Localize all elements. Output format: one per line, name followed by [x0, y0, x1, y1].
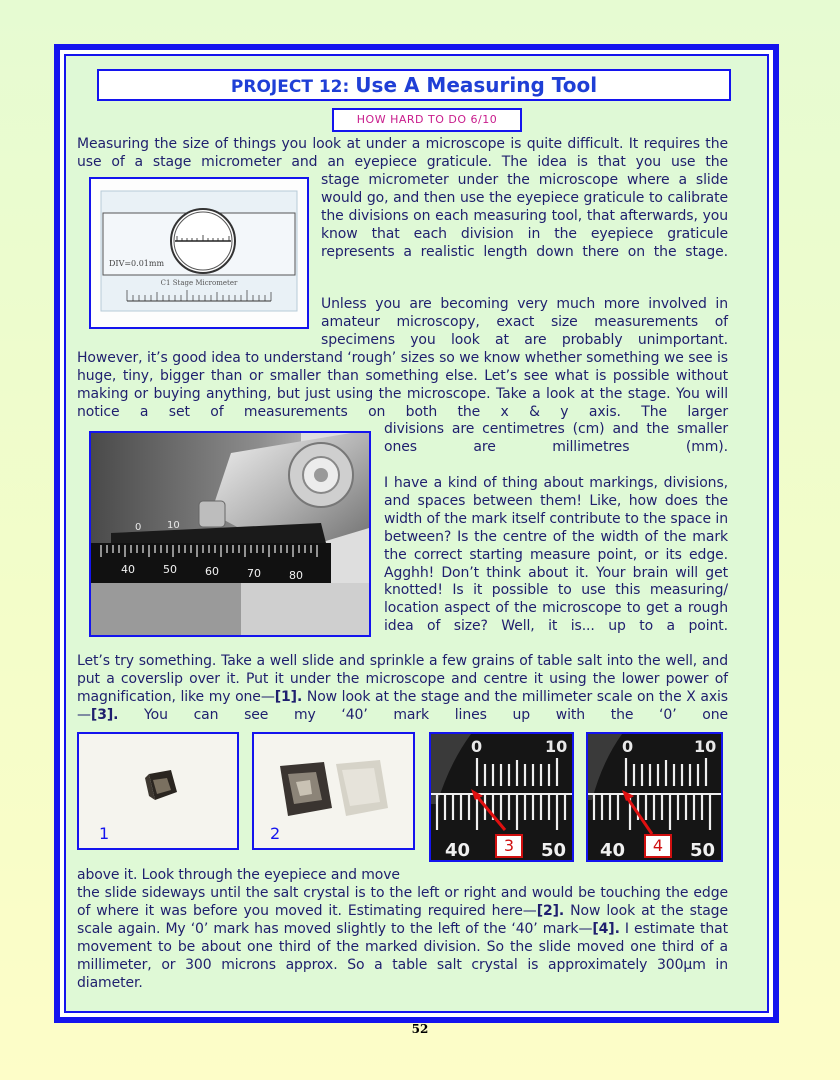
stage-upper-10: 10 [167, 520, 180, 531]
paragraph-rough-sizes: However, it’s good idea to understand ‘rough’ sizes so we know whether something we see is huge, tiny, bigger than or smaller than something else. Let’s see what is possible without making or buying anything, but just using the microscope. Take a look at the stage. You will notice a set of measurements on both the x & y axis. The larger [77, 350, 728, 420]
fig4-bottom-40: 40 [600, 840, 626, 860]
ref-figure-3: [3]. [90, 706, 119, 723]
stage-lower-80: 80 [289, 569, 303, 582]
stage-upper-0: 0 [135, 522, 142, 533]
figure-2-label: 2 [270, 824, 281, 843]
stage-lower-50: 50 [163, 563, 177, 576]
fig3-bottom-40: 40 [445, 840, 471, 860]
project-name: Use A Measuring Tool [355, 73, 598, 97]
stage-lower-40: 40 [121, 563, 135, 576]
page-number: 52 [411, 1022, 429, 1036]
stage-lower-60: 60 [205, 565, 219, 578]
figure-1-label: 1 [99, 824, 110, 843]
paragraph-markings: I have a kind of thing about markings, divisions, and spaces between them! Like, how does the width of the mark itself contribute to the space in between? Is the centre of the width of the mark the correct starting measure point, or its edge. Agghh! Don’t think about it. Your brain will get knotted! Is it possible to use this measuring/ location aspect of the microscope to get a rough idea of size? Well, it is... up to a point. [384, 475, 728, 635]
paragraph-look-through: above it. Look through the eyepiece and move [77, 867, 400, 883]
figure-3-label: 3 [495, 834, 523, 858]
figure-4-scale-closeup [586, 732, 723, 862]
paragraph-divisions: divisions are centimetres (cm) and the smaller ones are millimetres (mm). [384, 421, 728, 455]
micrometer-div-label: DIV=0.01mm [109, 259, 165, 268]
stage-scale-illustration [91, 433, 369, 635]
paragraph-try-something: Let’s try something. Take a well slide and sprinkle a few grains of table salt into the well, and put a coverslip over it. Put it under the microscope and centre it using the lower power of magnification, like my one—[1]. Now look at the stage and the millimeter scale on the X axis—[3]. You can see my ‘40’ mark lines up with the ‘0’ one [77, 653, 728, 723]
paragraph-conclusion: the slide sideways until the salt crystal is to the left or right and would be touching the edge of where it was before you moved it. Estimating required here—[2]. Now look at the stage scale again. My ‘0’ mark has moved slightly to the left of the ‘40’ mark—[4]. I estimate that movement to be about one third of the marked division. So the slide moved one third of a millimeter, or 300 microns approx. So a table salt crystal is approximately 300µm in diameter. [77, 885, 728, 991]
fig3-bottom-50: 50 [541, 840, 567, 860]
stage-scale-image [89, 431, 371, 637]
fig4-top-0: 0 [622, 737, 634, 756]
fig3-top-0: 0 [471, 737, 483, 756]
paragraph-intro: Measuring the size of things you look at under a microscope is quite difficult. It requires the use of a stage micrometer and an eyepiece graticule. The idea is that you use the [77, 136, 728, 170]
micrometer-caption: C1 Stage Micrometer [160, 279, 238, 287]
stage-micrometer-illustration [91, 179, 307, 327]
figure-1-salt-crystal [77, 732, 239, 850]
project-number: PROJECT 12: [230, 77, 350, 97]
fig4-bottom-50: 50 [690, 840, 716, 860]
paragraph-measurements: Unless you are becoming very much more involved in amateur microscopy, exact size measurements of specimens you look at are probably unimportant. [321, 296, 728, 348]
paragraph-calibrate: stage micrometer under the microscope where a slide would go, and then use the eyepiece graticule to calibrate the divisions on each measuring tool, that afterwards, you know that each division in the eyepiece graticule represents a realistic length down there on the stage. [321, 172, 728, 260]
project-title [97, 69, 731, 101]
stage-micrometer-image [89, 177, 309, 329]
difficulty-badge: HOW HARD TO DO 6/10 [332, 108, 522, 132]
ref-figure-1: [1]. [274, 688, 303, 705]
ref-figure-2: [2]. [536, 902, 565, 919]
figure-2-salt-crystal-moved [252, 732, 415, 850]
stage-lower-70: 70 [247, 567, 261, 580]
figure-3-scale-closeup [429, 732, 574, 862]
fig4-top-10: 10 [694, 737, 717, 756]
fig3-top-10: 10 [545, 737, 568, 756]
figure-4-label: 4 [644, 834, 672, 858]
ref-figure-4: [4]. [592, 920, 620, 937]
